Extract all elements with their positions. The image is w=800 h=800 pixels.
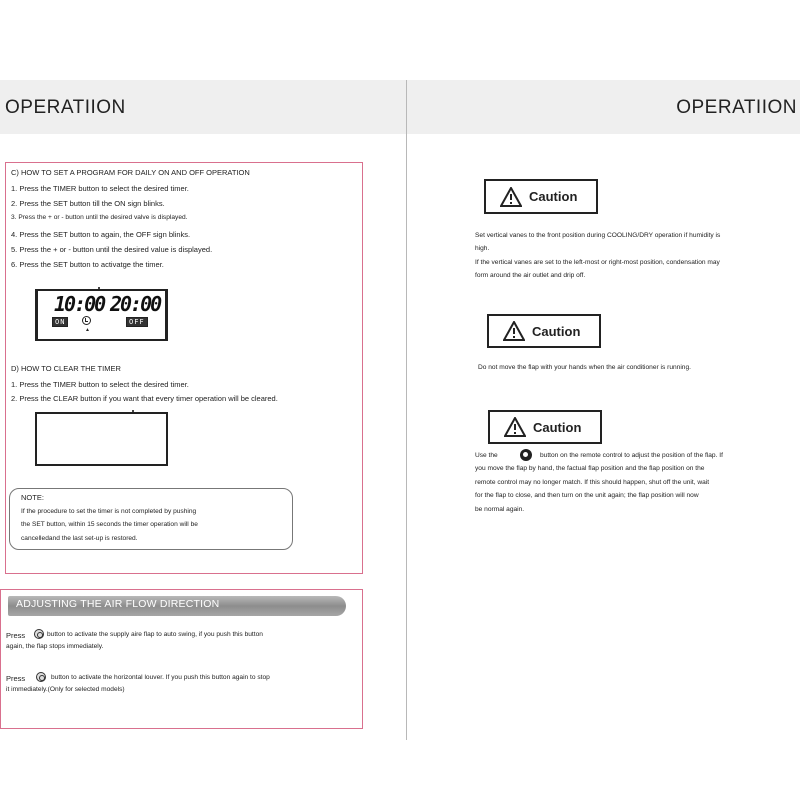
caution-box xyxy=(488,410,602,444)
warning-triangle-icon xyxy=(504,417,526,437)
cleared-lcd-display xyxy=(35,412,168,466)
small-arrow-icon: ▲ xyxy=(85,327,90,333)
caution3-text: for the flap to close, and then turn on the unit again; the flap position will now xyxy=(475,492,699,499)
timer-heading: C) HOW TO SET A PROGRAM FOR DAILY ON AND OFF OPERATION xyxy=(11,168,250,177)
airflow-text: again, the flap stops immediately. xyxy=(6,643,104,650)
caution3-text: you move the flap by hand, the factual flap position and the flap position on the xyxy=(475,465,705,472)
clock-icon xyxy=(82,316,91,325)
airflow-text: button to activate the horizontal louver. If you push this button again to stop xyxy=(51,674,270,681)
timer-lcd-display xyxy=(35,289,168,341)
caution1-text: Set vertical vanes to the front position during COOLING/DRY operation if humidity is xyxy=(475,232,721,239)
timer-step: 4. Press the SET button to again, the OFF sign blinks. xyxy=(11,230,191,239)
caution1-text: high. xyxy=(475,245,490,252)
lcd-tick-mark xyxy=(98,287,100,289)
lcd-tick-mark xyxy=(132,410,134,412)
airflow-title: ADJUSTING THE AIR FLOW DIRECTION xyxy=(16,598,220,610)
press-label: Press xyxy=(6,631,26,640)
timer-step: 2. Press the SET button till the ON sign blinks. xyxy=(11,199,165,208)
press-label: Press xyxy=(6,674,26,683)
clear-step: 2. Press the CLEAR button if you want that every timer operation will be cleared. xyxy=(11,394,278,403)
flap-button-icon xyxy=(520,449,532,461)
caution3-text: Use the xyxy=(475,452,498,459)
caution-box xyxy=(484,179,598,214)
note-line: cancelledand the last set-up is restored. xyxy=(21,535,138,542)
note-line: the SET button, within 15 seconds the timer operation will be xyxy=(21,521,198,528)
right-page-title: OPERATIION xyxy=(676,97,797,118)
caution-label: Caution xyxy=(533,419,582,435)
caution3-text: remote control may no longer match. If this should happen, shut off the unit, wait xyxy=(475,479,710,486)
caution-label: Caution xyxy=(532,323,581,339)
on-tag: ON xyxy=(52,317,68,327)
swing-button-icon xyxy=(34,629,44,639)
louver-button-icon xyxy=(36,672,46,682)
note-label: NOTE: xyxy=(21,493,44,502)
off-tag: OFF xyxy=(126,317,148,327)
airflow-text: it immediately.(Only for selected models) xyxy=(6,686,125,693)
caution3-text: be normal again. xyxy=(475,506,525,513)
caution1-text: form around the air outlet and drip off. xyxy=(475,272,586,279)
caution-box xyxy=(487,314,601,348)
timer-step: 6. Press the SET button to activatge the timer. xyxy=(11,260,164,269)
on-time-digits: 10:00 xyxy=(54,292,105,316)
caution-label: Caution xyxy=(529,189,578,204)
clear-timer-heading: D) HOW TO CLEAR THE TIMER xyxy=(11,364,121,373)
timer-step: 5. Press the + or - button until the desired value is displayed. xyxy=(11,245,213,254)
page-divider xyxy=(406,80,407,740)
left-page-title: OPERATIION xyxy=(5,97,126,118)
caution3-text: button on the remote control to adjust the position of the flap. If xyxy=(540,452,723,459)
clear-step: 1. Press the TIMER button to select the desired timer. xyxy=(11,380,189,389)
note-line: If the procedure to set the timer is not completed by pushing xyxy=(21,508,197,515)
timer-step: 3. Press the + or - button until the desired valve is displayed. xyxy=(11,214,188,221)
warning-triangle-icon xyxy=(500,187,522,207)
caution2-text: Do not move the flap with your hands when the air conditioner is running. xyxy=(478,364,691,371)
warning-triangle-icon xyxy=(503,321,525,341)
caution1-text: If the vertical vanes are set to the left-most or right-most position, condensation may xyxy=(475,259,720,266)
airflow-text: button to activate the supply aire flap to auto swing, if you push this button xyxy=(47,631,263,638)
timer-step: 1. Press the TIMER button to select the desired timer. xyxy=(11,184,189,193)
off-time-digits: 20:00 xyxy=(110,292,161,316)
